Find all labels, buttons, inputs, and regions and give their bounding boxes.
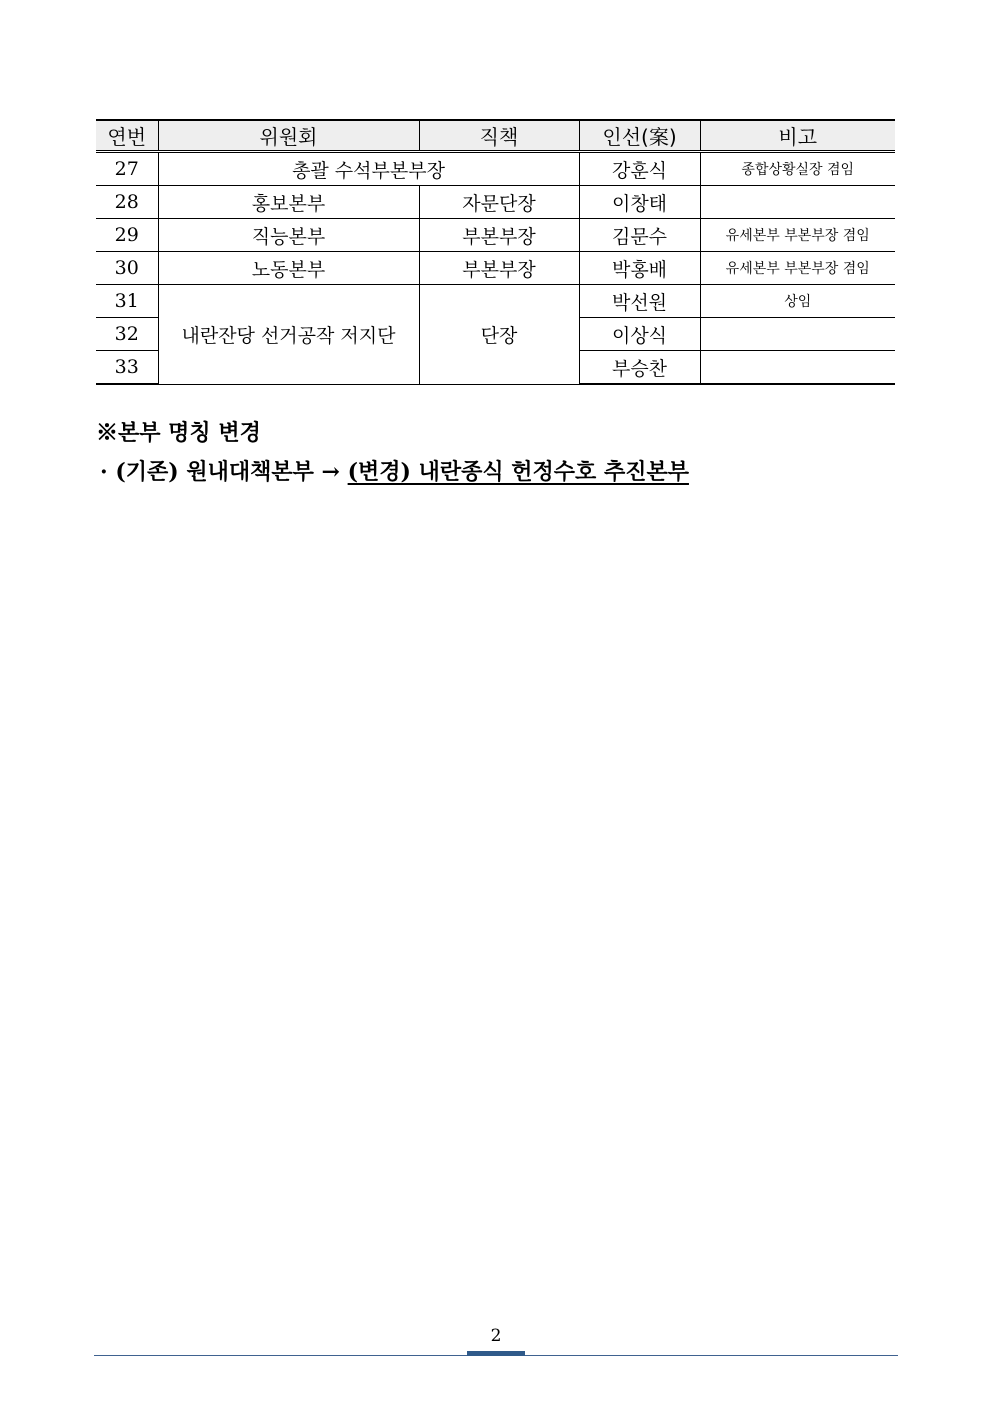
row-appointee: 부승찬 (579, 351, 700, 385)
row-position: 단장 (419, 285, 579, 385)
table-header-row (96, 120, 895, 152)
row-remark (700, 186, 895, 219)
note-new-name: (변경) 내란종식 헌정수호 추진본부 (347, 459, 689, 485)
row-appointee: 이창태 (579, 186, 700, 219)
header-number: 연번 (96, 120, 158, 152)
row-committee: 노동본부 (158, 252, 419, 285)
committee-table (96, 119, 895, 385)
row-appointee: 김문수 (579, 219, 700, 252)
header-committee: 위원회 (158, 120, 419, 152)
header-appointee: 인선(案) (579, 120, 700, 152)
arrow-icon: → (321, 459, 340, 485)
page-number: 2 (490, 1326, 502, 1346)
note-title: ※본부 명칭 변경 (96, 420, 261, 446)
header-remark: 비고 (700, 120, 895, 152)
row-remark: 유세본부 부본부장 겸임 (700, 252, 895, 285)
table-row (96, 252, 895, 285)
row-number: 28 (96, 186, 158, 219)
row-number: 27 (96, 152, 158, 186)
footer-accent-tab (467, 1351, 525, 1356)
row-position: 부본부장 (419, 219, 579, 252)
row-committee: 내란잔당 선거공작 저지단 (158, 285, 419, 385)
row-number: 30 (96, 252, 158, 285)
row-appointee: 박선원 (579, 285, 700, 318)
row-committee: 직능본부 (158, 219, 419, 252)
row-number: 29 (96, 219, 158, 252)
row-remark: 상임 (700, 285, 895, 318)
note-bullet: · (100, 459, 108, 485)
row-appointee: 이상식 (579, 318, 700, 351)
row-committee: 총괄 수석부본부장 (158, 152, 579, 186)
table-row (96, 152, 895, 186)
note-name-change (100, 455, 689, 486)
table-row (96, 285, 895, 318)
row-remark (700, 351, 895, 385)
header-position: 직책 (419, 120, 579, 152)
row-remark: 유세본부 부본부장 겸임 (700, 219, 895, 252)
row-number: 32 (96, 318, 158, 351)
row-appointee: 박홍배 (579, 252, 700, 285)
row-number: 31 (96, 285, 158, 318)
note-old-name: (기존) 원내대책본부 (115, 459, 314, 485)
row-committee: 홍보본부 (158, 186, 419, 219)
table-row (96, 219, 895, 252)
row-number: 33 (96, 351, 158, 385)
row-position: 자문단장 (419, 186, 579, 219)
row-appointee: 강훈식 (579, 152, 700, 186)
row-position: 부본부장 (419, 252, 579, 285)
table-row (96, 186, 895, 219)
row-remark: 종합상황실장 겸임 (700, 152, 895, 186)
row-remark (700, 318, 895, 351)
